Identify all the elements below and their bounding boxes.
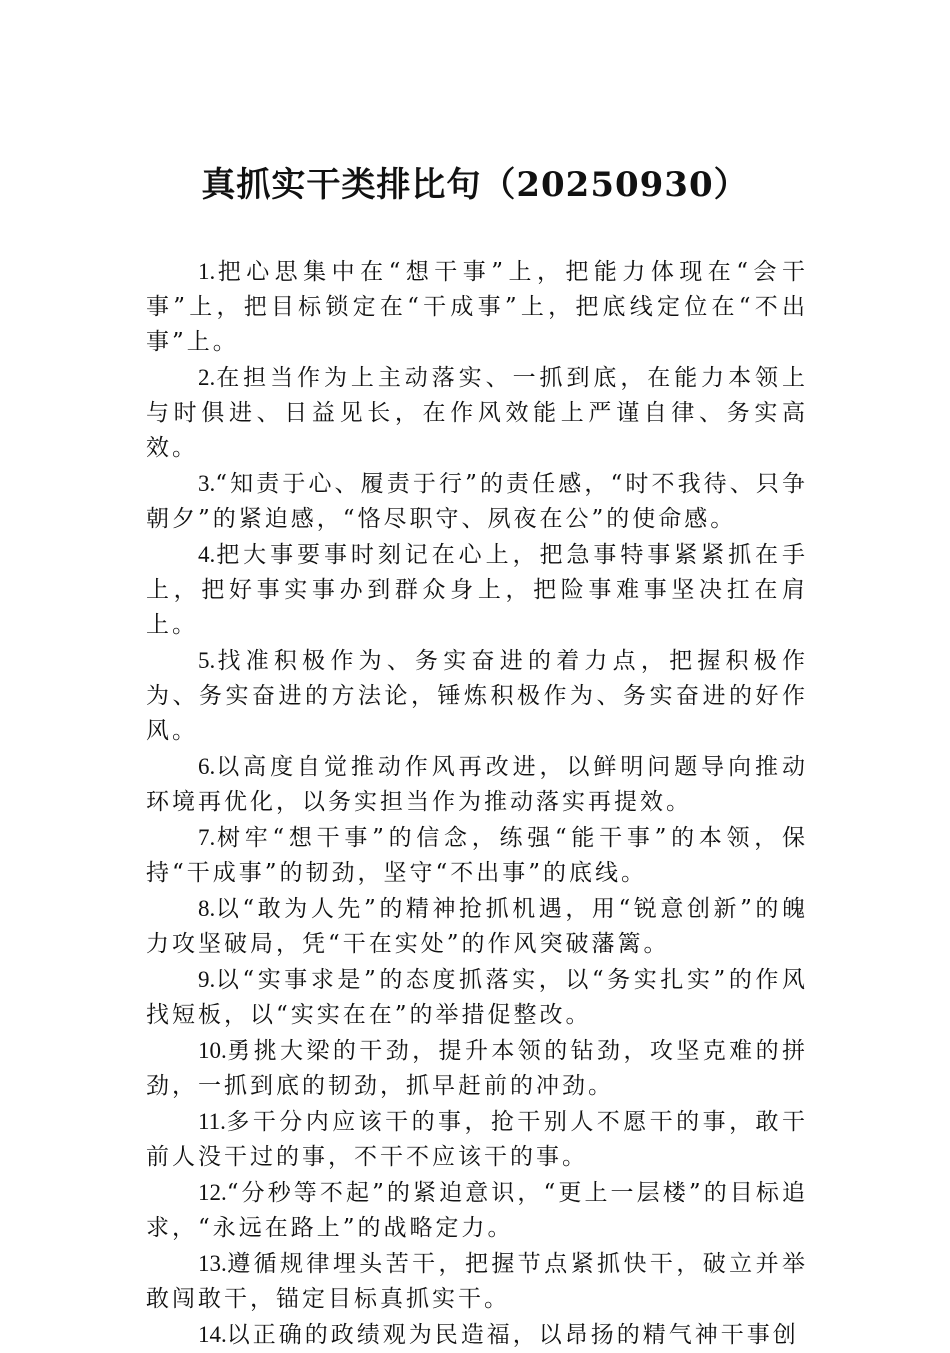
list-item (146, 820, 808, 891)
list-item (146, 360, 808, 466)
item-text: “知责于心、履责于行”的责任感，“时不我待、只争朝夕”的紧迫感，“恪尽职守、夙夜在公”的使命感。 (146, 471, 808, 532)
item-text: “分秒等不起”的紧迫意识，“更上一层楼”的目标追求，“永远在路上”的战略定力。 (146, 1180, 808, 1241)
item-number: 4. (198, 542, 216, 567)
list-item (146, 1246, 808, 1317)
item-number: 13. (198, 1251, 227, 1276)
item-number: 8. (198, 896, 216, 921)
item-number: 14. (198, 1322, 227, 1347)
item-number: 7. (198, 825, 216, 850)
item-number: 2. (198, 365, 216, 390)
list-item (146, 1175, 808, 1246)
list-item (146, 1104, 808, 1175)
list-item (146, 643, 808, 749)
item-text: 以“实事求是”的态度抓落实，以“务实扎实”的作风找短板，以“实实在在”的举措促整改。 (146, 967, 808, 1028)
document-title: 真抓实干类排比句（20250930） (201, 165, 749, 205)
list-item (146, 962, 808, 1033)
parallel-sentence-list (146, 254, 808, 1353)
item-text: 找准积极作为、务实奋进的着力点，把握积极作为、务实奋进的方法论，锤炼积极作为、务实奋进的好作风。 (146, 648, 808, 744)
item-text: 以正确的政绩观为民造福，以昂扬的精气神干事创 (226, 1322, 799, 1348)
list-item (146, 749, 808, 820)
list-item (146, 254, 808, 360)
item-number: 6. (198, 754, 216, 779)
item-number: 3. (198, 471, 216, 496)
item-number: 12. (198, 1180, 227, 1205)
item-number: 1. (198, 259, 216, 284)
list-item (146, 1033, 808, 1104)
item-number: 10. (198, 1038, 227, 1063)
item-number: 9. (198, 967, 216, 992)
item-text: 以高度自觉推动作风再改进，以鲜明问题导向推动环境再优化，以务实担当作为推动落实再提效。 (146, 754, 808, 815)
item-text: 把大事要事时刻记在心上，把急事特事紧紧抓在手上，把好事实事办到群众身上，把险事难事坚决扛在肩上。 (146, 542, 808, 638)
item-number: 11. (198, 1109, 226, 1134)
item-text: 把心思集中在“想干事”上，把能力体现在“会干事”上，把目标锁定在“干成事”上，把底线定位在“不出事”上。 (146, 259, 808, 355)
item-number: 5. (198, 648, 216, 673)
item-text: 勇挑大梁的干劲，提升本领的钻劲，攻坚克难的拼劲，一抓到底的韧劲，抓早赶前的冲劲。 (146, 1038, 808, 1099)
list-item (146, 891, 808, 962)
list-item (146, 466, 808, 537)
item-text: 以“敢为人先”的精神抢抓机遇，用“锐意创新”的魄力攻坚破局，凭“干在实处”的作风突破藩篱。 (146, 896, 808, 957)
item-text: 树牢“想干事”的信念，练强“能干事”的本领，保持“干成事”的韧劲，坚守“不出事”的底线。 (146, 825, 808, 886)
item-text: 在担当作为上主动落实、一抓到底，在能力本领上与时俱进、日益见长，在作风效能上严谨自律、务实高效。 (146, 365, 808, 461)
list-item (146, 1317, 808, 1353)
item-text: 多干分内应该干的事，抢干别人不愿干的事，敢干前人没干过的事，不干不应该干的事。 (146, 1109, 808, 1170)
item-text: 遵循规律埋头苦干，把握节点紧抓快干，破立并举敢闯敢干，锚定目标真抓实干。 (146, 1251, 808, 1312)
list-item (146, 537, 808, 643)
